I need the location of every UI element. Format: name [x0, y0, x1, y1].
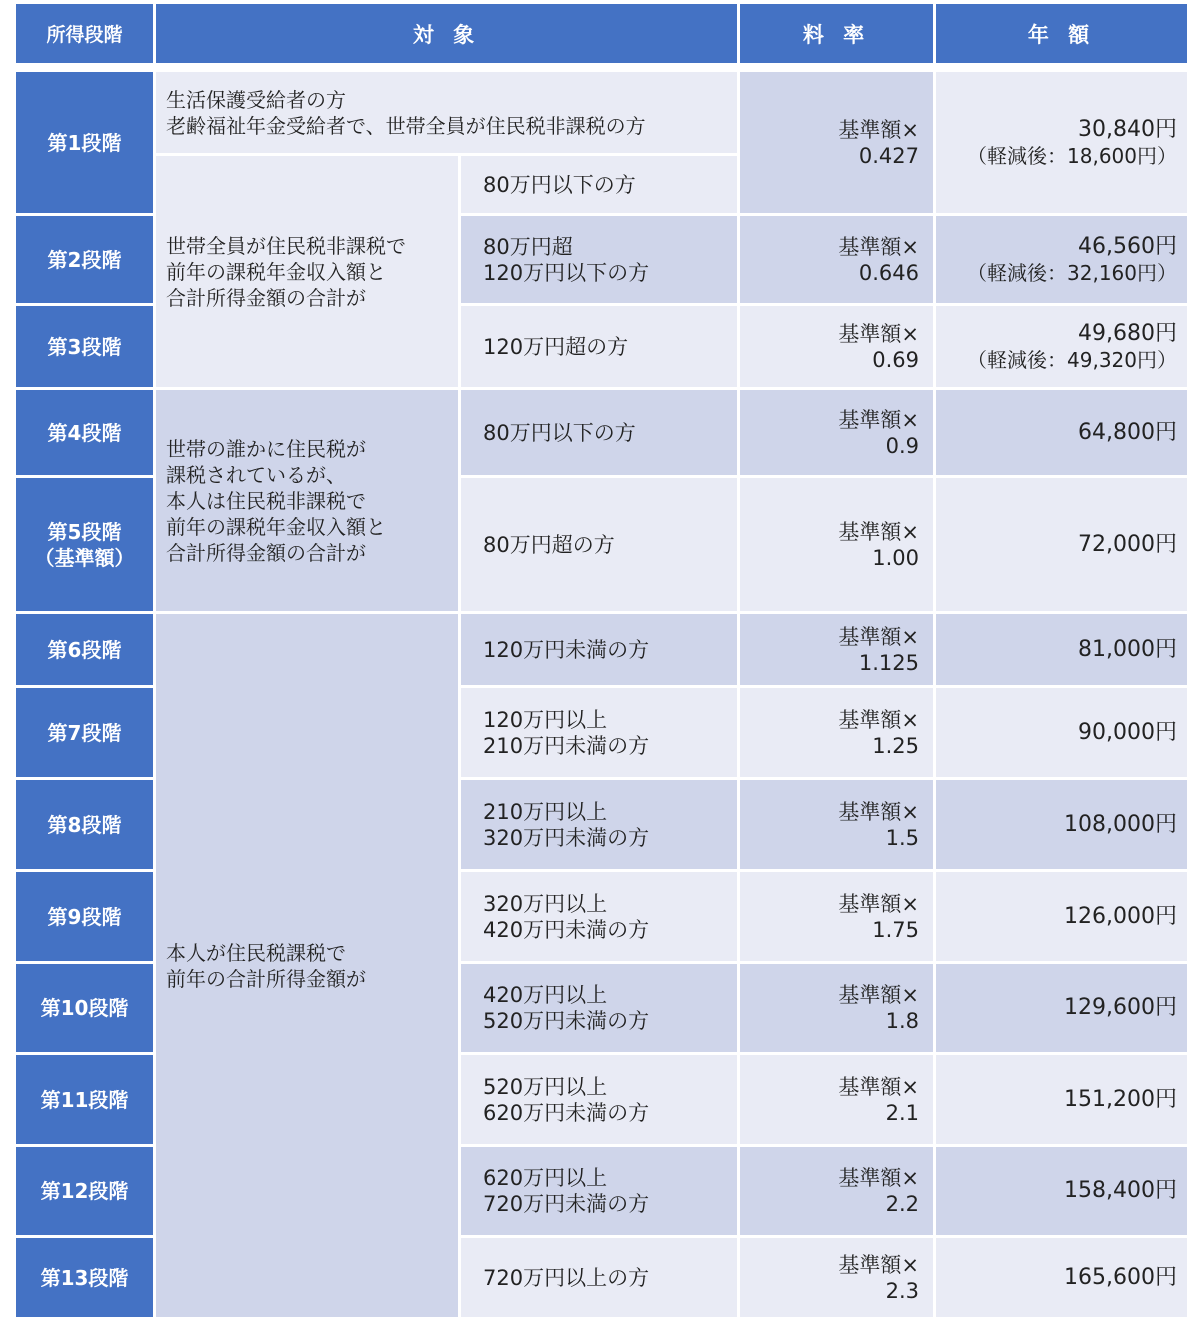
rate-label: 基準額×: [838, 234, 919, 259]
rate-label: 基準額×: [838, 1252, 919, 1277]
condition-cell: [461, 780, 740, 872]
condition-text: 80万円以下の方: [483, 420, 636, 445]
header-target: 対 象: [156, 4, 740, 66]
rate-cell: [740, 964, 936, 1055]
grade-cell: [16, 216, 156, 306]
amount-value: 129,600円: [1064, 995, 1177, 1020]
condition-cell: [461, 478, 740, 614]
rate-label: 基準額×: [838, 799, 919, 824]
amount-cell: [936, 872, 1190, 964]
amount-cell: [936, 614, 1190, 688]
rate-value: 2.2: [885, 1192, 919, 1216]
rate-value: 0.427: [858, 143, 919, 168]
grade-cell: [16, 1147, 156, 1238]
grade-label: 第9段階: [47, 904, 122, 929]
rate-cell: [740, 478, 936, 614]
amount-cell: [936, 1238, 1190, 1320]
rate-label: 基準額×: [838, 1074, 919, 1099]
amount-cell: [936, 72, 1190, 216]
grade-cell: [16, 306, 156, 390]
grade-cell: [16, 964, 156, 1055]
rate-cell: [740, 390, 936, 478]
rate-value: 1.5: [885, 825, 919, 850]
condition-cell: [461, 964, 740, 1055]
rate-label: 基準額×: [838, 519, 919, 544]
grade-label: 第13段階: [40, 1265, 129, 1290]
condition-cell: [461, 1055, 740, 1147]
rate-cell: [740, 872, 936, 964]
header-row: [16, 4, 1190, 66]
condition-text: 720万円以上の方: [483, 1265, 650, 1290]
condition-text: 420万円未満の方: [483, 917, 650, 942]
rate-value: 1.8: [885, 1009, 919, 1033]
header-amount: 年 額: [936, 4, 1190, 66]
grade-cell: [16, 688, 156, 780]
condition-text: 520万円未満の方: [483, 1009, 650, 1033]
grade-label: 第7段階: [47, 720, 122, 745]
amount-value: 64,800円: [1078, 419, 1177, 445]
condition-text: 720万円未満の方: [483, 1192, 650, 1216]
target-text: 合計所得金額の合計が: [166, 540, 366, 565]
rate-label: 基準額×: [838, 983, 919, 1007]
grade-label: 第2段階: [47, 247, 122, 272]
premium-table-container: [16, 4, 1190, 1320]
target-group-1: [156, 72, 740, 156]
reduced-amount-note: （軽減後：32,160円）: [967, 260, 1177, 285]
target-text: 本人が住民税課税で: [166, 940, 346, 965]
condition-cell: [461, 306, 740, 390]
condition-text: 210万円以上: [483, 799, 608, 824]
condition-text: 520万円以上: [483, 1074, 608, 1099]
rate-label: 基準額×: [838, 891, 919, 916]
target-text: 課税されているが、: [166, 462, 346, 487]
condition-text: 120万円未満の方: [483, 637, 650, 662]
header-grade: 所得段階: [16, 4, 156, 66]
condition-cell: [461, 614, 740, 688]
rate-cell: [740, 306, 936, 390]
condition-cell: [461, 156, 740, 216]
target-group-3: [156, 390, 461, 614]
target-text: 生活保護受給者の方: [166, 87, 346, 112]
reduced-amount-note: （軽減後：49,320円）: [967, 347, 1177, 372]
condition-text: 80万円以下の方: [483, 172, 636, 197]
target-text: 合計所得金額の合計が: [166, 285, 366, 310]
grade-sublabel: （基準額）: [34, 545, 135, 570]
rate-value: 0.9: [885, 433, 919, 458]
condition-cell: [461, 872, 740, 964]
grade-label: 第10段階: [40, 996, 129, 1020]
target-text: 老齢福祉年金受給者で、世帯全員が住民税非課税の方: [166, 113, 646, 138]
rate-cell: [740, 780, 936, 872]
target-text: 前年の合計所得金額が: [166, 966, 366, 991]
grade-label: 第6段階: [47, 637, 122, 662]
amount-value: 126,000円: [1064, 903, 1177, 929]
condition-text: 80万円超の方: [483, 532, 615, 557]
header-rate: 料 率: [740, 4, 936, 66]
rate-label: 基準額×: [838, 117, 919, 142]
grade-label: 第4段階: [47, 420, 122, 445]
rate-label: 基準額×: [838, 407, 919, 432]
rate-value: 1.00: [872, 545, 919, 570]
amount-value: 30,840円: [1078, 116, 1177, 142]
rate-value: 2.3: [885, 1278, 919, 1303]
target-text: 本人は住民税非課税で: [166, 488, 366, 513]
grade-label: 第8段階: [47, 812, 122, 837]
amount-value: 46,560円: [1078, 233, 1177, 259]
amount-value: 151,200円: [1064, 1086, 1177, 1112]
target-text: 前年の課税年金収入額と: [166, 514, 386, 539]
rate-label: 基準額×: [838, 707, 919, 732]
grade-label: 第12段階: [40, 1179, 129, 1203]
table-row: [16, 390, 1190, 478]
table-row: [16, 614, 1190, 688]
amount-cell: [936, 688, 1190, 780]
target-group-2: [156, 156, 461, 390]
rate-cell: [740, 72, 936, 216]
condition-cell: [461, 216, 740, 306]
amount-value: 158,400円: [1064, 1178, 1177, 1203]
premium-table: [16, 4, 1190, 1320]
rate-label: 基準額×: [838, 1166, 919, 1190]
condition-cell: [461, 390, 740, 478]
amount-cell: [936, 306, 1190, 390]
table-row: [16, 72, 1190, 156]
rate-cell: [740, 216, 936, 306]
rate-value: 1.25: [872, 733, 919, 758]
condition-cell: [461, 688, 740, 780]
rate-cell: [740, 1147, 936, 1238]
rate-label: 基準額×: [838, 624, 919, 649]
condition-text: 80万円超: [483, 234, 573, 259]
rate-cell: [740, 1238, 936, 1320]
amount-cell: [936, 1147, 1190, 1238]
target-text: 前年の課税年金収入額と: [166, 259, 386, 284]
grade-cell: [16, 478, 156, 614]
amount-value: 49,680円: [1078, 320, 1177, 346]
amount-cell: [936, 780, 1190, 872]
condition-text: 120万円以下の方: [483, 260, 650, 285]
grade-cell: [16, 1055, 156, 1147]
target-group-4: [156, 614, 461, 1320]
grade-label: 第1段階: [47, 130, 122, 155]
grade-cell: [16, 614, 156, 688]
rate-label: 基準額×: [838, 321, 919, 346]
amount-cell: [936, 478, 1190, 614]
rate-value: 0.646: [858, 260, 919, 285]
amount-cell: [936, 390, 1190, 478]
condition-cell: [461, 1147, 740, 1238]
grade-label: 第3段階: [47, 334, 122, 359]
rate-cell: [740, 614, 936, 688]
rate-value: 1.125: [858, 650, 919, 675]
grade-cell: [16, 872, 156, 964]
amount-value: 90,000円: [1078, 719, 1177, 745]
target-text: 世帯全員が住民税非課税で: [166, 233, 406, 258]
grade-label: 第11段階: [40, 1087, 129, 1112]
grade-cell: [16, 390, 156, 478]
rate-cell: [740, 688, 936, 780]
rate-cell: [740, 1055, 936, 1147]
amount-value: 81,000円: [1078, 636, 1177, 662]
condition-text: 120万円超の方: [483, 334, 629, 359]
condition-text: 320万円以上: [483, 891, 608, 916]
reduced-amount-note: （軽減後：18,600円）: [967, 143, 1177, 168]
condition-text: 420万円以上: [483, 983, 608, 1007]
condition-text: 320万円未満の方: [483, 825, 650, 850]
amount-cell: [936, 1055, 1190, 1147]
condition-text: 210万円未満の方: [483, 733, 650, 758]
grade-cell: [16, 72, 156, 216]
amount-value: 72,000円: [1078, 531, 1177, 557]
condition-text: 120万円以上: [483, 707, 608, 732]
grade-label: 第5段階: [47, 519, 122, 544]
amount-cell: [936, 216, 1190, 306]
condition-text: 620万円未満の方: [483, 1100, 650, 1125]
rate-value: 1.75: [872, 917, 919, 942]
rate-value: 2.1: [885, 1100, 919, 1125]
condition-cell: [461, 1238, 740, 1320]
condition-text: 620万円以上: [483, 1166, 608, 1190]
target-text: 世帯の誰かに住民税が: [166, 436, 366, 461]
amount-value: 108,000円: [1064, 811, 1177, 837]
grade-cell: [16, 1238, 156, 1320]
amount-value: 165,600円: [1064, 1264, 1177, 1290]
grade-cell: [16, 780, 156, 872]
amount-cell: [936, 964, 1190, 1055]
rate-value: 0.69: [872, 347, 919, 372]
